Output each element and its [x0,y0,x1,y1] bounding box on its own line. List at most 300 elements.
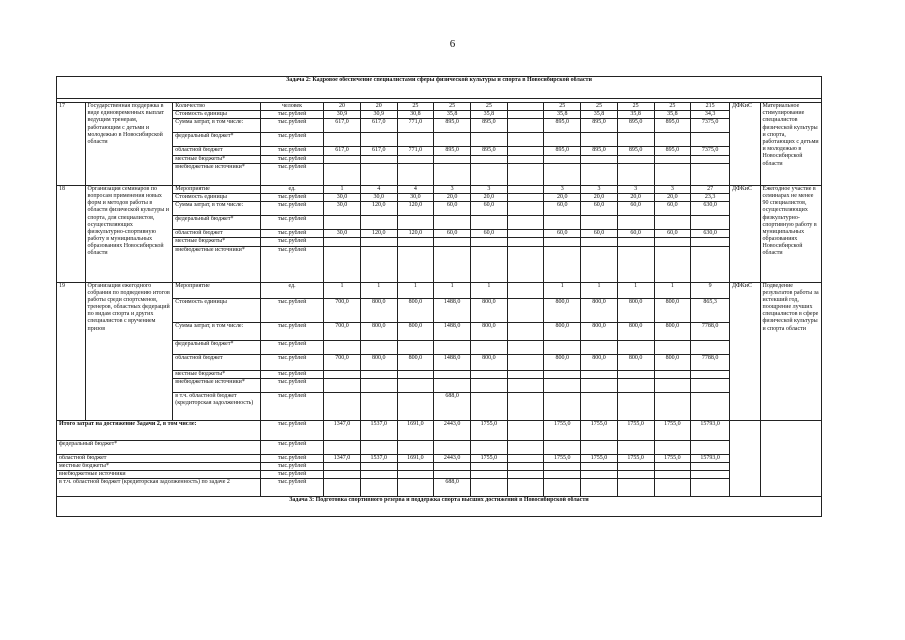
value-cell: 35,8 [617,111,654,119]
value-cell: 35,8 [581,111,618,119]
value-cell [581,440,618,454]
table-row [57,282,822,298]
value-cell [691,440,730,454]
value-cell: 30,0 [397,193,434,201]
value-cell [324,155,361,163]
value-cell: 895,0 [470,119,507,133]
value-cell: 120,0 [397,230,434,238]
value-cell [397,471,434,479]
value-cell [581,163,618,185]
total-label: областной бюджет [57,454,261,462]
value-cell: 895,0 [434,119,471,133]
value-cell [360,155,397,163]
value-cell [617,479,654,497]
value-cell: 60,0 [617,230,654,238]
value-cell [654,462,691,470]
value-cell: 20 [360,103,397,111]
indicator-name: областной бюджет [173,354,261,370]
indicator-name: Сумма затрат, в том числе: [173,119,261,133]
value-cell: 1537,0 [360,454,397,462]
value-cell [654,340,691,354]
value-cell: 800,0 [617,298,654,322]
value-cell [397,378,434,392]
value-cell: 800,0 [470,354,507,370]
task-header-row [57,77,822,99]
empty-cell [729,420,760,497]
value-cell: 630,0 [691,230,730,238]
expected-result: Материальное стимулирование специалистов физической культуры и спорта, работающих с детьми и молодежью в Новосибирской области [760,103,821,186]
value-cell [507,282,544,298]
value-cell [544,392,581,420]
value-cell [581,238,618,246]
value-cell: 4 [397,185,434,193]
value-cell [617,163,654,185]
value-cell [654,246,691,282]
value-cell [324,479,361,497]
value-cell [360,238,397,246]
value-cell: 30,9 [324,111,361,119]
indicator-name: областной бюджет [173,230,261,238]
value-cell: 25 [617,103,654,111]
value-cell: 35,8 [434,111,471,119]
value-cell: 688,0 [434,479,471,497]
indicator-name: федеральный бюджет* [173,340,261,354]
value-cell [617,246,654,282]
value-cell: 1488,0 [434,354,471,370]
value-cell: 1755,0 [654,454,691,462]
value-cell: 15793,0 [691,454,730,462]
value-cell: 25 [397,103,434,111]
value-cell: 1 [654,282,691,298]
indicator-name: Стоимость единицы [173,193,261,201]
value-cell [544,378,581,392]
value-cell [360,392,397,420]
value-cell [507,238,544,246]
value-cell: 865,3 [691,298,730,322]
unit: тыс.рублей [260,440,323,454]
value-cell [617,216,654,230]
page-number: 6 [449,38,456,50]
value-cell [617,392,654,420]
value-cell: 1755,0 [544,454,581,462]
unit: тыс.рублей [260,111,323,119]
value-cell: 800,0 [397,298,434,322]
value-cell [360,471,397,479]
value-cell [691,133,730,147]
value-cell: 800,0 [654,298,691,322]
value-cell: 800,0 [397,354,434,370]
value-cell [544,246,581,282]
value-cell [434,462,471,470]
value-cell [654,216,691,230]
executor: ДФКиС [729,282,760,420]
indicator-name: Сумма затрат, в том числе: [173,322,261,340]
value-cell: 25 [434,103,471,111]
value-cell [324,462,361,470]
total-label: внебюджетные источники [57,471,261,479]
table-row [57,103,822,111]
value-cell: 60,0 [434,202,471,216]
value-cell [654,370,691,378]
value-cell [581,378,618,392]
row-number: 17 [57,103,86,186]
value-cell [691,471,730,479]
value-cell: 3 [544,185,581,193]
value-cell: 1 [617,282,654,298]
activity-name: Организация семинаров по вопросам применения новых форм и методов работы в области физической культуры и спорта, для специалистов, осуществляющих физкультурно-спортивную работу в муниципальных образованиях Новосибирской области [85,185,173,282]
unit: тыс.рублей [260,479,323,497]
value-cell [654,378,691,392]
value-cell [691,155,730,163]
indicator-name: внебюджетные источники* [173,163,261,185]
unit: тыс.рублей [260,193,323,201]
value-cell [470,462,507,470]
value-cell: 1755,0 [581,454,618,462]
value-cell [434,340,471,354]
task3-header: Задача 3: Подготовка спортивного резерва и поддержка спорта высших достижений в Новосибирской области [57,497,822,517]
value-cell [581,340,618,354]
value-cell [691,340,730,354]
value-cell [434,246,471,282]
value-cell: 60,0 [470,202,507,216]
value-cell: 25 [544,103,581,111]
value-cell: 30,0 [324,202,361,216]
value-cell [470,238,507,246]
value-cell: 34,3 [691,111,730,119]
value-cell: 120,0 [360,230,397,238]
value-cell: 9 [691,282,730,298]
value-cell: 20,0 [617,193,654,201]
value-cell: 2443,0 [434,420,471,440]
value-cell: 1755,0 [617,420,654,440]
unit: тыс.рублей [260,155,323,163]
value-cell: 771,0 [397,147,434,155]
activity-name: Государственная поддержка в виде единовременных выплат ведущим тренерам, работающим с детьми и молодежью в Новосибирской области [85,103,173,186]
value-cell: 35,8 [470,111,507,119]
value-cell [470,216,507,230]
value-cell [434,238,471,246]
value-cell: 617,0 [360,119,397,133]
value-cell: 800,0 [654,354,691,370]
unit: тыс.рублей [260,378,323,392]
value-cell [434,216,471,230]
value-cell: 60,0 [654,202,691,216]
value-cell [691,238,730,246]
value-cell [507,147,544,155]
value-cell [507,185,544,193]
unit: тыс.рублей [260,147,323,155]
value-cell: 20,0 [654,193,691,201]
value-cell: 1347,0 [324,454,361,462]
indicator-name: внебюджетные источники* [173,246,261,282]
value-cell [617,378,654,392]
value-cell [581,155,618,163]
value-cell [507,340,544,354]
value-cell [434,440,471,454]
value-cell [324,340,361,354]
value-cell [507,133,544,147]
value-cell [360,133,397,147]
value-cell: 1 [324,185,361,193]
expected-result: Подведение результатов работы за истекший год, поощрение лучших специалистов в сфере физической культуры и спорта области [760,282,821,420]
unit: тыс.рублей [260,340,323,354]
value-cell: 895,0 [544,119,581,133]
value-cell: 1347,0 [324,420,361,440]
value-cell [691,246,730,282]
value-cell: 895,0 [434,147,471,155]
value-cell [324,440,361,454]
value-cell: 800,0 [581,298,618,322]
unit: тыс.рублей [260,133,323,147]
value-cell [360,440,397,454]
value-cell: 20,0 [581,193,618,201]
value-cell [544,370,581,378]
unit: тыс.рублей [260,298,323,322]
value-cell [470,246,507,282]
value-cell [434,378,471,392]
value-cell [324,392,361,420]
value-cell: 800,0 [581,322,618,340]
value-cell: 1755,0 [470,454,507,462]
indicator-name: Мероприятие [173,185,261,193]
value-cell: 895,0 [581,147,618,155]
value-cell: 771,0 [397,119,434,133]
value-cell: 1 [470,282,507,298]
value-cell [544,133,581,147]
value-cell [360,462,397,470]
value-cell: 617,0 [324,119,361,133]
task-header-row [57,497,822,517]
value-cell: 60,0 [654,230,691,238]
value-cell: 60,0 [581,230,618,238]
indicator-name: Количество [173,103,261,111]
value-cell: 1691,0 [397,454,434,462]
value-cell: 700,0 [324,298,361,322]
unit: тыс.рублей [260,354,323,370]
value-cell [544,479,581,497]
value-cell: 1488,0 [434,322,471,340]
value-cell: 30,8 [397,111,434,119]
total-label: местные бюджеты* [57,462,261,470]
total-row [57,462,822,470]
value-cell: 3 [617,185,654,193]
value-cell [581,216,618,230]
value-cell: 895,0 [617,119,654,133]
value-cell [470,340,507,354]
value-cell: 895,0 [544,147,581,155]
value-cell [507,471,544,479]
value-cell [507,246,544,282]
unit: тыс.рублей [260,471,323,479]
value-cell [507,420,544,440]
value-cell [470,378,507,392]
value-cell: 120,0 [360,202,397,216]
value-cell [470,133,507,147]
indicator-name: Сумма затрат, в том числе: [173,202,261,216]
value-cell [654,155,691,163]
value-cell [360,370,397,378]
value-cell [360,479,397,497]
value-cell [507,462,544,470]
value-cell [617,155,654,163]
value-cell: 60,0 [434,230,471,238]
value-cell [397,163,434,185]
value-cell [397,246,434,282]
value-cell [691,392,730,420]
value-cell [360,340,397,354]
value-cell: 60,0 [617,202,654,216]
value-cell [654,163,691,185]
unit: тыс.рублей [260,246,323,282]
value-cell [691,163,730,185]
unit: тыс.рублей [260,322,323,340]
value-cell: 25 [654,103,691,111]
indicator-name: местные бюджеты* [173,370,261,378]
value-cell [434,163,471,185]
value-cell: 30,0 [360,193,397,201]
executor: ДФКиС [729,185,760,282]
value-cell [544,440,581,454]
unit: тыс.рублей [260,454,323,462]
value-cell: 617,0 [324,147,361,155]
value-cell [507,392,544,420]
value-cell: 15793,0 [691,420,730,440]
value-cell: 20 [324,103,361,111]
value-cell: 3 [434,185,471,193]
value-cell: 1691,0 [397,420,434,440]
value-cell: 20,0 [544,193,581,201]
value-cell [507,202,544,216]
value-cell [324,370,361,378]
value-cell: 30,0 [324,230,361,238]
value-cell [507,370,544,378]
value-cell: 3 [470,185,507,193]
value-cell [324,378,361,392]
value-cell: 1 [324,282,361,298]
unit: тыс.рублей [260,238,323,246]
value-cell [507,163,544,185]
value-cell [324,246,361,282]
value-cell [397,155,434,163]
value-cell [470,440,507,454]
value-cell [397,216,434,230]
value-cell: 60,0 [544,230,581,238]
value-cell [581,133,618,147]
value-cell: 800,0 [544,354,581,370]
value-cell [654,440,691,454]
value-cell: 895,0 [581,119,618,133]
value-cell [617,440,654,454]
value-cell [507,298,544,322]
value-cell [617,133,654,147]
value-cell [617,462,654,470]
value-cell: 3 [654,185,691,193]
unit: ед. [260,185,323,193]
value-cell [324,133,361,147]
value-cell: 800,0 [617,354,654,370]
value-cell: 800,0 [544,322,581,340]
value-cell: 7375,0 [691,147,730,155]
value-cell: 700,0 [324,322,361,340]
value-cell: 1755,0 [544,420,581,440]
value-cell [507,119,544,133]
value-cell: 1488,0 [434,298,471,322]
activity-name: Организация ежегодного собрания по подведению итогов работы среди спортсменов, тренеров, областных федераций по видам спорта и других специалистов с вручением призов [85,282,173,420]
empty-cell [760,420,821,497]
value-cell: 25 [470,103,507,111]
value-cell [691,479,730,497]
value-cell [397,340,434,354]
value-cell: 25 [581,103,618,111]
value-cell [360,246,397,282]
value-cell [434,471,471,479]
unit: тыс.рублей [260,119,323,133]
value-cell [324,471,361,479]
value-cell: 1 [360,282,397,298]
value-cell [544,471,581,479]
unit: тыс.рублей [260,163,323,185]
value-cell [507,216,544,230]
value-cell [507,479,544,497]
value-cell: 4 [360,185,397,193]
value-cell [324,238,361,246]
unit: тыс.рублей [260,202,323,216]
value-cell: 35,8 [654,111,691,119]
total-label: в т.ч. областной бюджет (кредиторская задолженность) по задаче 2 [57,479,261,497]
value-cell [470,155,507,163]
value-cell [360,163,397,185]
value-cell: 2443,0 [434,454,471,462]
value-cell [581,462,618,470]
value-cell [617,238,654,246]
value-cell [507,322,544,340]
value-cell: 617,0 [360,147,397,155]
total-label: Итого затрат на достижение Задачи 2, в том числе: [57,420,261,440]
value-cell [544,238,581,246]
indicator-name: областной бюджет [173,147,261,155]
value-cell: 630,0 [691,202,730,216]
value-cell [581,479,618,497]
value-cell: 800,0 [544,298,581,322]
value-cell: 1 [397,282,434,298]
value-cell [654,392,691,420]
value-cell [397,238,434,246]
total-label: федеральный бюджет* [57,440,261,454]
value-cell: 215 [691,103,730,111]
indicator-name: внебюджетные источники* [173,378,261,392]
value-cell [470,471,507,479]
value-cell: 1755,0 [470,420,507,440]
value-cell [691,216,730,230]
value-cell [324,216,361,230]
value-cell: 1537,0 [360,420,397,440]
indicator-name: Стоимость единицы [173,111,261,119]
value-cell [581,370,618,378]
value-cell: 7375,0 [691,119,730,133]
unit: тыс.рублей [260,462,323,470]
value-cell [544,163,581,185]
indicator-name: в т.ч. областной бюджет (кредиторская задолженность) [173,392,261,420]
value-cell: 35,8 [544,111,581,119]
value-cell [434,370,471,378]
value-cell [434,155,471,163]
indicator-name: федеральный бюджет* [173,216,261,230]
value-cell [544,216,581,230]
value-cell: 800,0 [654,322,691,340]
indicator-name: Стоимость единицы [173,298,261,322]
unit: тыс.рублей [260,370,323,378]
indicator-name: федеральный бюджет* [173,133,261,147]
